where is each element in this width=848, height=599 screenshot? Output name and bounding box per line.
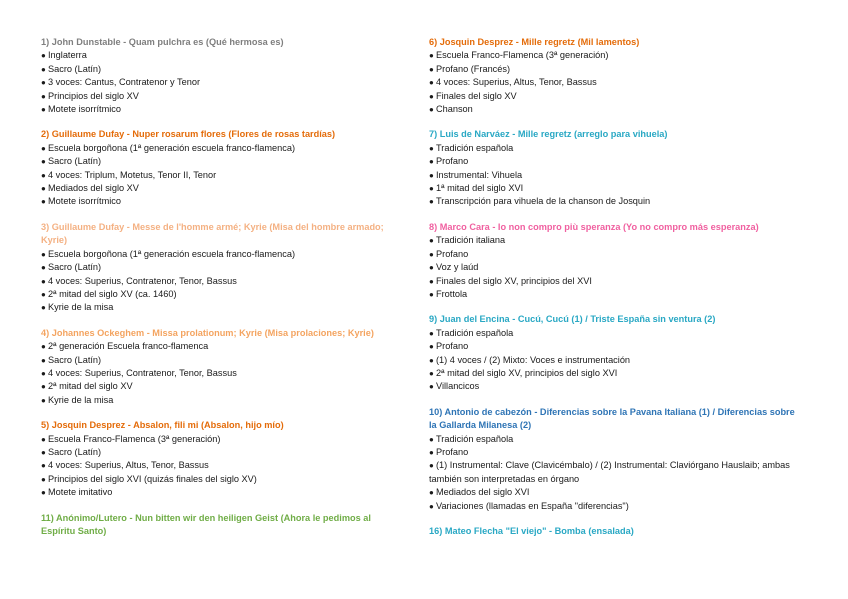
- list-item-text: 2ª mitad del siglo XV (ca. 1460): [48, 288, 177, 299]
- bullet-icon: ●: [429, 157, 434, 167]
- list-item-text: Principios del siglo XV: [48, 90, 139, 101]
- left-entry: [41, 419, 401, 499]
- list-item-text: Variaciones (llamadas en España "diferencias"): [436, 500, 629, 511]
- entry-title: 5) Josquin Desprez - Absalon, fili mi (Absalon, hijo mío): [41, 420, 284, 431]
- list-item: [41, 275, 401, 288]
- bullet-icon: ●: [429, 461, 434, 471]
- list-item: [429, 169, 799, 182]
- bullet-icon: ●: [41, 157, 46, 167]
- list-item-text: 4 voces: Superius, Contratenor, Tenor, Bassus: [48, 275, 237, 286]
- bullet-icon: ●: [41, 355, 46, 365]
- bullet-icon: ●: [41, 197, 46, 207]
- bullet-icon: ●: [41, 461, 46, 471]
- list-item: [41, 367, 401, 380]
- list-item: [41, 486, 401, 499]
- list-item-text: Mediados del siglo XVI: [436, 487, 530, 498]
- list-item: [429, 288, 799, 301]
- list-item: [41, 433, 401, 446]
- list-item-text: Sacro (Latín): [48, 262, 102, 273]
- right-entry: [429, 313, 799, 393]
- bullet-icon: ●: [41, 249, 46, 259]
- bullet-icon: ●: [429, 236, 434, 246]
- list-item-text: 1ª mitad del siglo XVI: [436, 183, 524, 194]
- list-item-text: 4 voces: Superius, Altus, Tenor, Bassus: [436, 77, 597, 88]
- bullet-icon: ●: [429, 105, 434, 115]
- list-item: [429, 248, 799, 261]
- entry-title: 2) Guillaume Dufay - Nuper rosarum flores (Flores de rosas tardías): [41, 129, 336, 140]
- list-item-text: 4 voces: Superius, Altus, Tenor, Bassus: [48, 460, 209, 471]
- list-item: [41, 354, 401, 367]
- list-item-text: Voz y laúd: [436, 262, 479, 273]
- list-item-text: Escuela borgoñona (1ª generación escuela franco-flamenca): [48, 248, 296, 259]
- entry-title: 11) Anónimo/Lutero - Nun bitten wir den heiligen Geist (Ahora le pedimos al Espíritu Santo): [41, 512, 371, 536]
- list-item: [41, 90, 401, 103]
- list-item-text: Tradición española: [436, 142, 514, 153]
- list-item: [41, 380, 401, 393]
- bullet-icon: ●: [429, 91, 434, 101]
- bullet-icon: ●: [41, 395, 46, 405]
- list-item: [429, 367, 799, 380]
- list-item: [429, 155, 799, 168]
- right-entry: [429, 221, 799, 301]
- bullet-icon: ●: [41, 303, 46, 313]
- list-item: [429, 195, 799, 208]
- list-item-text: 4 voces: Triplum, Motetus, Tenor II, Tenor: [48, 169, 217, 180]
- entry-title: 16) Mateo Flecha "El viejo" - Bomba (ensalada): [429, 526, 634, 536]
- list-item: [41, 182, 401, 195]
- bullet-icon: ●: [429, 263, 434, 273]
- list-item: [41, 248, 401, 261]
- bullet-icon: ●: [429, 501, 434, 511]
- list-item-text: Profano: [436, 248, 469, 259]
- bullet-icon: ●: [429, 143, 434, 153]
- list-item: [429, 142, 799, 155]
- list-item-text: Escuela Franco-Flamenca (3ª generación): [436, 50, 609, 61]
- list-item: [41, 169, 401, 182]
- list-item-text: Villancicos: [436, 381, 480, 392]
- list-item-text: Profano (Francés): [436, 63, 511, 74]
- bullet-icon: ●: [429, 64, 434, 74]
- list-item: [41, 261, 401, 274]
- list-item-text: Motete imitativo: [48, 487, 113, 498]
- bullet-icon: ●: [429, 434, 434, 444]
- left-entry: [41, 221, 401, 315]
- list-item: [41, 459, 401, 472]
- list-item-text: Kyrie de la misa: [48, 394, 114, 405]
- list-item-text: (1) Instrumental: Clave (Clavicémbalo) / (2) Instrumental: Claviórgano Hauslaib; ambas también son interpretadas en órgano: [429, 460, 790, 484]
- list-item-text: Sacro (Latín): [48, 156, 102, 167]
- list-item: [429, 500, 799, 513]
- list-item-text: 4 voces: Superius, Contratenor, Tenor, Bassus: [48, 367, 237, 378]
- bullet-icon: ●: [429, 170, 434, 180]
- bullet-icon: ●: [41, 263, 46, 273]
- bullet-icon: ●: [41, 488, 46, 498]
- bullet-icon: ●: [41, 105, 46, 115]
- list-item-text: Profano: [436, 446, 469, 457]
- left-entry: [41, 128, 401, 208]
- bullet-icon: ●: [41, 368, 46, 378]
- left-entry: [41, 327, 401, 407]
- entry-title: 4) Johannes Ockeghem - Missa prolationum; Kyrie (Misa prolaciones; Kyrie): [41, 327, 374, 338]
- list-item-text: (1) 4 voces / (2) Mixto: Voces e instrumentación: [436, 354, 631, 365]
- right-entry: [429, 525, 799, 538]
- bullet-icon: ●: [429, 488, 434, 498]
- entry-title: 3) Guillaume Dufay - Messe de l'homme armé; Kyrie (Misa del hombre armado; Kyrie): [41, 221, 384, 246]
- list-item: [429, 90, 799, 103]
- list-item-text: Finales del siglo XV, principios del XVI: [436, 275, 592, 286]
- list-item: [41, 340, 401, 353]
- bullet-icon: ●: [41, 64, 46, 74]
- list-item-text: Chanson: [436, 104, 473, 115]
- list-item: [41, 473, 401, 486]
- bullet-icon: ●: [41, 78, 46, 88]
- bullet-icon: ●: [429, 289, 434, 299]
- list-item-text: Profano: [436, 156, 469, 167]
- entry-title: 1) John Dunstable - Quam pulchra es (Qué hermosa es): [41, 37, 284, 47]
- entry-title: 8) Marco Cara - Io non compro più speranza (Yo no compro más esperanza): [429, 221, 759, 232]
- list-item: [41, 142, 401, 155]
- list-item-text: Escuela Franco-Flamenca (3ª generación): [48, 433, 221, 444]
- bullet-icon: ●: [429, 249, 434, 259]
- list-item: [429, 380, 799, 393]
- entry-title: 9) Juan del Encina - Cucú, Cucú (1) / Triste España sin ventura (2): [429, 314, 716, 325]
- bullet-icon: ●: [41, 289, 46, 299]
- list-item: [41, 63, 401, 76]
- entry-title: 7) Luis de Narváez - Mille regretz (arreglo para vihuela): [429, 129, 668, 140]
- list-item: [429, 261, 799, 274]
- bullet-icon: ●: [41, 170, 46, 180]
- left-entry: [41, 36, 401, 116]
- bullet-icon: ●: [41, 91, 46, 101]
- list-item-text: Tradición española: [436, 327, 514, 338]
- list-item-text: Instrumental: Vihuela: [436, 169, 523, 180]
- list-item: [429, 103, 799, 116]
- list-item-text: Sacro (Latín): [48, 354, 102, 365]
- entry-title: 6) Josquin Desprez - Mille regretz (Mil lamentos): [429, 37, 640, 47]
- bullet-icon: ●: [41, 382, 46, 392]
- right-entry: [429, 36, 799, 116]
- bullet-icon: ●: [41, 342, 46, 352]
- list-item-text: Transcripción para vihuela de la chanson de Josquin: [436, 196, 651, 207]
- list-item-text: Sacro (Latín): [48, 63, 102, 74]
- bullet-icon: ●: [429, 368, 434, 378]
- list-item-text: Tradición española: [436, 433, 514, 444]
- left-column: [41, 36, 401, 550]
- bullet-icon: ●: [429, 382, 434, 392]
- list-item-text: Finales del siglo XV: [436, 90, 517, 101]
- list-item-text: Escuela borgoñona (1ª generación escuela franco-flamenca): [48, 142, 296, 153]
- list-item-text: 3 voces: Cantus, Contratenor y Tenor: [48, 77, 201, 88]
- bullet-icon: ●: [429, 328, 434, 338]
- right-entry: [429, 406, 799, 513]
- list-item: [41, 76, 401, 89]
- list-item-text: Inglaterra: [48, 50, 87, 61]
- bullet-icon: ●: [41, 434, 46, 444]
- bullet-icon: ●: [429, 447, 434, 457]
- list-item-text: Tradición italiana: [436, 235, 506, 246]
- list-item: [429, 275, 799, 288]
- list-item: [429, 340, 799, 353]
- list-item-text: 2ª generación Escuela franco-flamenca: [48, 341, 209, 352]
- list-item-text: Principios del siglo XVI (quizás finales del siglo XV): [48, 473, 257, 484]
- list-item: [429, 446, 799, 459]
- bullet-icon: ●: [429, 78, 434, 88]
- list-item-text: 2ª mitad del siglo XV: [48, 381, 133, 392]
- bullet-icon: ●: [41, 51, 46, 61]
- right-entry: [429, 128, 799, 208]
- bullet-icon: ●: [41, 276, 46, 286]
- list-item: [41, 446, 401, 459]
- list-item: [429, 459, 799, 486]
- list-item: [429, 76, 799, 89]
- bullet-icon: ●: [41, 447, 46, 457]
- list-item: [41, 195, 401, 208]
- list-item-text: Profano: [436, 341, 469, 352]
- list-item-text: Mediados del siglo XV: [48, 183, 139, 194]
- list-item-text: Kyrie de la misa: [48, 302, 114, 313]
- bullet-icon: ●: [429, 342, 434, 352]
- list-item: [41, 288, 401, 301]
- list-item: [41, 394, 401, 407]
- list-item: [41, 49, 401, 62]
- right-column: [429, 36, 799, 550]
- list-item: [429, 354, 799, 367]
- list-item: [429, 182, 799, 195]
- list-item: [429, 234, 799, 247]
- bullet-icon: ●: [429, 184, 434, 194]
- list-item: [41, 301, 401, 314]
- list-item: [41, 155, 401, 168]
- left-entry: [41, 512, 401, 539]
- list-item-text: Motete isorrítmico: [48, 104, 122, 115]
- list-item: [429, 486, 799, 499]
- list-item-text: Frottola: [436, 288, 468, 299]
- list-item-text: Sacro (Latín): [48, 446, 102, 457]
- list-item: [429, 49, 799, 62]
- bullet-icon: ●: [41, 184, 46, 194]
- bullet-icon: ●: [41, 474, 46, 484]
- bullet-icon: ●: [429, 197, 434, 207]
- bullet-icon: ●: [429, 276, 434, 286]
- list-item-text: 2ª mitad del siglo XV, principios del siglo XVI: [436, 367, 618, 378]
- entry-title: 10) Antonio de cabezón - Diferencias sobre la Pavana Italiana (1) / Diferencias sobre la Gallarda Milanesa (2): [429, 406, 795, 431]
- bullet-icon: ●: [41, 143, 46, 153]
- list-item-text: Motete isorrítmico: [48, 196, 122, 207]
- bullet-icon: ●: [429, 51, 434, 61]
- list-item: [429, 433, 799, 446]
- list-item: [429, 327, 799, 340]
- list-item: [41, 103, 401, 116]
- bullet-icon: ●: [429, 355, 434, 365]
- list-item: [429, 63, 799, 76]
